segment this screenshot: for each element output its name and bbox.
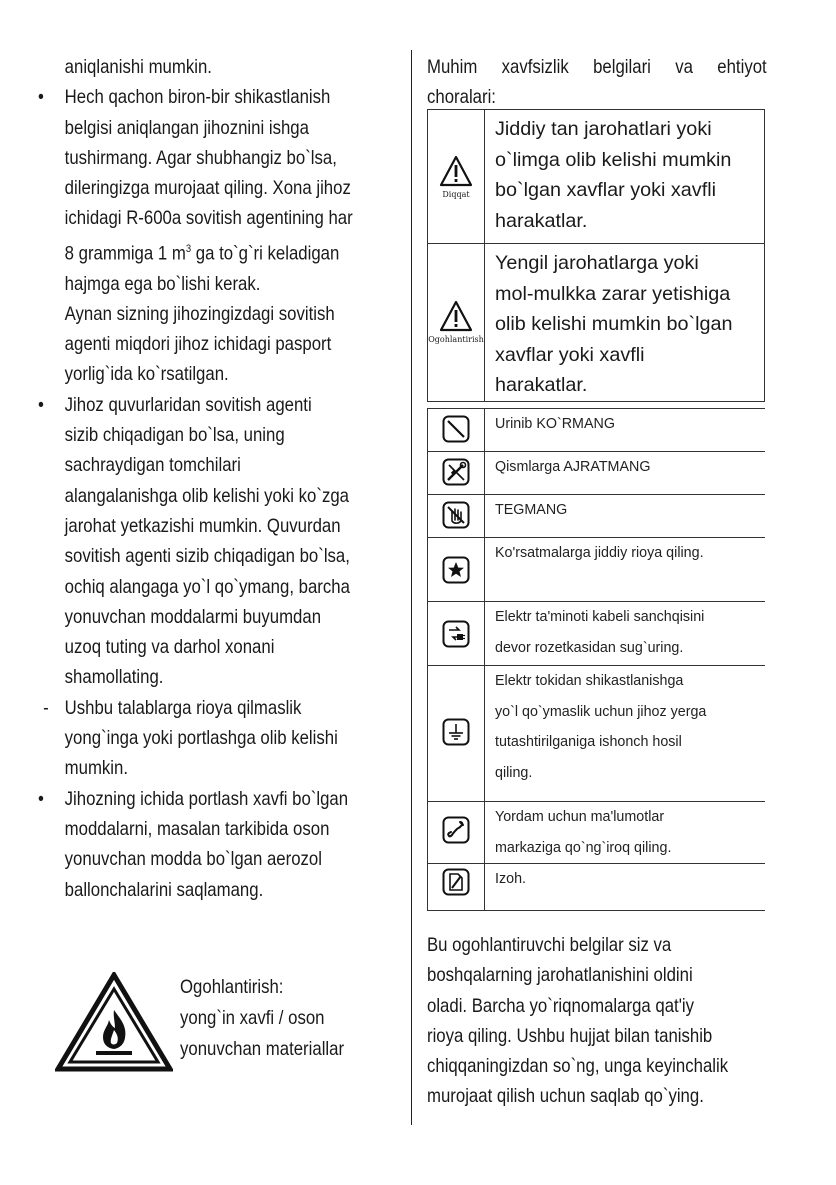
severity-description — [485, 244, 764, 401]
symbol-text-cell — [485, 495, 766, 538]
text-line: yong`inga yoki portlashga olib kelishi — [64, 727, 338, 750]
text-line: Jiddiy tan jarohatlari yoki — [495, 118, 712, 140]
text-line: mumkin. — [64, 757, 129, 780]
text-line: yorlig`ida ko`rsatilgan. — [64, 363, 229, 386]
text-line: sachraydigan tomchilari — [64, 454, 241, 477]
unplug-icon — [442, 620, 470, 648]
symbol-description: Qismlarga AJRATMANG — [495, 459, 651, 475]
star-instruction-icon — [442, 556, 470, 584]
fire-warning-line: yong`in xavfi / oson — [180, 1006, 325, 1029]
fire-warning-title: Ogohlantirish: — [180, 976, 284, 998]
bullet-explosive-substances — [38, 784, 398, 905]
m3-suffix: ga to`g`ri keladigan — [191, 242, 340, 265]
symbol-row — [428, 864, 766, 911]
fire-warning-block — [38, 972, 398, 1082]
text-line: uzoq tuting va darhol xonani — [64, 636, 275, 659]
text-line: bo`lgan xavflar yoki xavfli — [495, 179, 716, 201]
symbol-description — [485, 602, 765, 663]
text-line: jarohat yetkazishi mumkin. Quvurdan — [64, 514, 341, 537]
text-line: Aynan sizning jihozingizdagi sovitish — [64, 302, 335, 325]
symbol-icon-cell — [428, 602, 485, 666]
text-line: Jihozning ichida portlash xavfi bo`lgan — [64, 787, 349, 810]
text-line: Hech qachon biron-bir shikastlanish — [64, 86, 331, 109]
symbol-row — [428, 495, 766, 538]
dash-fire-risk — [38, 693, 398, 784]
symbols-outro — [427, 930, 728, 1112]
severity-text-cell — [485, 110, 765, 244]
dash-marker: - — [43, 696, 49, 719]
severity-caption: Ogohlantirish — [428, 335, 484, 345]
column-divider — [411, 50, 412, 1125]
text-line: Elektr ta'minoti kabeli sanchqisini — [495, 609, 705, 625]
symbol-text-cell — [485, 802, 766, 864]
text-line: boshqalarning jarohatlanishini oldini — [427, 964, 693, 987]
text-line: belgisi aniqlangan jihoznini ishga — [64, 116, 309, 139]
intro-word: ehtiyot — [717, 56, 767, 78]
symbols-table — [427, 408, 765, 911]
symbols-intro — [427, 52, 767, 112]
text-line: Elektr tokidan shikastlanishga — [495, 673, 684, 689]
symbol-description — [485, 666, 765, 788]
text-line: rioya qiling. Ushbu hujjat bilan tanishib — [427, 1024, 713, 1047]
text-line: sovitish agenti sizib chiqadigan bo`lsa, — [64, 545, 350, 568]
ground-icon — [442, 718, 470, 746]
symbol-row — [428, 802, 766, 864]
symbol-text-cell — [485, 409, 766, 452]
symbol-text-cell — [485, 666, 766, 802]
m3-prefix: 8 grammiga 1 m — [64, 242, 186, 265]
symbol-row — [428, 452, 766, 495]
text-line: ichidagi R-600a sovitish agentining har — [64, 207, 353, 230]
text-line: Jihoz quvurlaridan sovitish agenti — [64, 393, 312, 416]
symbol-text-cell — [485, 602, 766, 666]
severity-text-cell — [485, 244, 765, 402]
fire-warning-text — [180, 972, 344, 1064]
symbol-icon-cell — [428, 409, 485, 452]
text-line: harakatlar. — [495, 209, 588, 232]
text-line: o`limga olib kelishi mumkin — [495, 148, 732, 171]
text-line: moddalarni, masalan tarkibida oson — [64, 817, 330, 840]
symbol-icon-cell — [428, 495, 485, 538]
warning-triangle-icon — [439, 155, 473, 187]
intro-word: xavfsizlik — [501, 56, 569, 78]
m3-superscript: 3 — [185, 242, 192, 255]
severity-icon-cell — [428, 244, 485, 402]
symbol-description: Ko'rsatmalarga jiddiy rioya qiling. — [495, 545, 704, 561]
text-line: devor rozetkasidan sug`uring. — [495, 639, 684, 656]
symbol-row — [428, 409, 766, 452]
no-hand-touch-icon — [442, 501, 470, 529]
text-line: mol-mulkka zarar yetishiga — [495, 282, 731, 305]
text-line: yonuvchan moddalarmi buyumdan — [64, 605, 322, 628]
severity-description — [485, 110, 764, 236]
text-line: dileringizga murojaat qiling. Xona jihoz — [64, 177, 351, 200]
severity-row-caution — [428, 244, 765, 402]
do-not-touch-icon — [442, 415, 470, 443]
severity-caption: Diqqat — [442, 189, 470, 199]
severity-icon-cell — [428, 110, 485, 244]
text-line: Ushbu talablarga rioya qilmaslik — [64, 696, 302, 719]
bullet-marker: • — [38, 787, 44, 810]
symbol-text-cell — [485, 864, 766, 911]
text-line: tutashtirilganiga ishonch hosil — [495, 734, 682, 750]
note-icon — [442, 868, 470, 896]
text-line: alangalanishga olib kelishi yoki ko`zga — [64, 484, 349, 507]
bullet-marker: • — [38, 86, 44, 109]
text-line: tushirmang. Agar shubhangiz bo`lsa, — [64, 146, 337, 169]
symbol-row — [428, 602, 766, 666]
symbol-icon-cell — [428, 864, 485, 911]
text-line — [38, 234, 426, 269]
symbol-icon-cell — [428, 802, 485, 864]
severity-table — [427, 109, 765, 402]
symbol-description — [485, 802, 765, 863]
text-line: olib kelishi mumkin bo`lgan — [495, 313, 733, 335]
bullet-damaged-appliance — [38, 82, 398, 389]
symbol-description: Izoh. — [495, 871, 526, 887]
flammable-warning-icon — [55, 972, 173, 1072]
intro-word: belgilari — [593, 56, 651, 78]
bullet-marker: • — [38, 393, 44, 416]
do-not-disassemble-icon — [442, 458, 470, 486]
text-line: Bu ogohlantiruvchi belgilar siz va — [427, 934, 672, 956]
text-line: Yordam uchun ma'lumotlar — [495, 809, 665, 825]
text-line: yo`l qo`ymaslik uchun jihoz yerga — [495, 703, 707, 720]
warning-triangle-icon — [439, 300, 473, 332]
symbol-row — [428, 666, 766, 802]
continued-line: aniqlanishi mumkin. — [64, 56, 212, 78]
phone-icon — [442, 816, 470, 844]
text-line: murojaat qilish uchun saqlab qo`ying. — [427, 1085, 704, 1108]
bullet-refrigerant-leak — [38, 390, 398, 693]
text-line: ballonchalarini saqlamang. — [64, 878, 264, 901]
text-line: xavflar yoki xavfli — [495, 343, 645, 366]
symbol-icon-cell — [428, 666, 485, 802]
intro-word: Muhim — [427, 56, 478, 78]
symbol-text-cell — [485, 452, 766, 495]
intro-word: va — [675, 56, 693, 78]
symbol-icon-cell — [428, 452, 485, 495]
text-line: hajmga ega bo`lishi kerak. — [64, 272, 261, 295]
text-line: yonuvchan modda bo`lgan aerozol — [64, 848, 322, 871]
intro-line — [427, 52, 767, 82]
right-column — [427, 52, 767, 1108]
text-line: oladi. Barcha yo`riqnomalarga qat'iy — [427, 994, 695, 1017]
text-line: shamollating. — [64, 666, 164, 689]
symbol-row — [428, 538, 766, 602]
symbol-description: TEGMANG — [495, 502, 568, 518]
text-line: qiling. — [495, 764, 533, 781]
symbol-description: Urinib KO`RMANG — [495, 416, 615, 432]
symbol-text-cell — [485, 538, 766, 602]
text-line: chiqqaningizdan so`ng, unga keyinchalik — [427, 1055, 729, 1078]
text-line: sizib chiqadigan bo`lsa, uning — [64, 424, 285, 447]
intro-line: choralari: — [427, 86, 496, 108]
text-line: Yengil jarohatlarga yoki — [495, 252, 699, 274]
left-column — [38, 52, 398, 905]
text-line: markaziga qo`ng`iroq qiling. — [495, 839, 672, 856]
text-line: ochiq alangaga yo`l qo`ymang, barcha — [64, 575, 350, 598]
severity-row-danger — [428, 110, 765, 244]
text-line: agenti miqdori jihoz ichidagi pasport — [64, 333, 332, 356]
text-line: harakatlar. — [495, 374, 588, 396]
fire-warning-line: yonuvchan materiallar — [180, 1037, 345, 1060]
symbol-icon-cell — [428, 538, 485, 602]
